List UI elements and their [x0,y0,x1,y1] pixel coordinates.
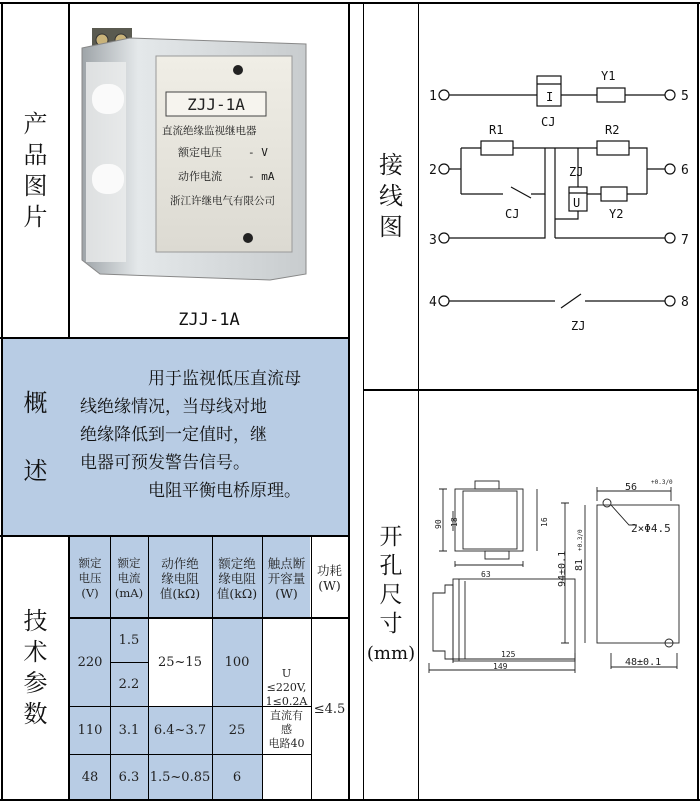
terminal-label-6: 6 [681,163,689,178]
terminal-1 [439,90,449,100]
specs-label-char: 参 [23,669,48,697]
spec-header-rated-resistance: 额定绝 缘电阻 值(kΩ) [216,555,258,601]
dim-63: 63 [481,570,491,579]
cutout-label-char: 尺 [379,581,403,608]
dim-18: 18 [450,517,459,527]
cj-coil-text: I [546,90,554,104]
table-border-right [697,2,699,801]
dim-149: 149 [493,662,508,671]
cj-contact-label: CJ [505,207,520,221]
cutout-label-char: 开 [379,523,403,550]
spec-header-trip-resistance: 动作绝 缘电阻 值(kΩ) [159,555,201,601]
terminal-8 [665,296,675,306]
spec-header-voltage: 额定 电压 (V) [78,555,102,600]
wiring-label-char: 接 [379,151,403,179]
spec-cell: 2.2 [118,677,140,692]
spec-cell-power: ≤4.5 [313,701,346,717]
dim-56-tol: +0.3/0 [651,479,673,486]
product-label-char: 品 [23,141,48,169]
bottom-screw [243,233,253,243]
dim-16: 16 [540,517,549,527]
rated-voltage-unit: - V [248,146,268,159]
spec-cell: 6.3 [118,769,140,785]
terminal-3 [439,233,449,243]
terminal-label-2: 2 [429,163,437,178]
coil-highlight [92,164,124,194]
spec-cell: 1.5~0.85 [149,769,211,785]
spec-cell: 6.4~3.7 [153,723,207,738]
cutout-label-char: 寸 [379,610,403,637]
spec-cell: 3.1 [118,723,140,738]
side-body [453,579,575,661]
wiring-diagram [419,4,697,389]
terminal-6 [665,164,675,174]
dim-94: 94±0.1 [557,550,568,587]
center-divider [348,2,350,801]
wire-3-7 [449,148,665,238]
specs-label-char: 数 [23,700,48,728]
cutout-label-char: 孔 [379,552,403,579]
dim-56: 56 [625,482,638,493]
product-photo [70,4,348,304]
terminal-label-3: 3 [429,233,437,248]
rated-voltage-label: 额定电压 [178,146,222,159]
terminal-7 [665,233,675,243]
dim-48: 48±0.1 [625,657,662,668]
overview-line-3: 绝缘降低到一定值时，继 [80,425,267,445]
cj-label: CJ [541,115,556,129]
r2-label: R2 [605,123,620,137]
front-outline [455,489,523,551]
r1-resistor [481,141,513,155]
cutout-label [364,391,418,799]
zj-contact-label: ZJ [571,319,586,333]
wiring-label [364,4,418,389]
model-badge-text: ZJJ-1A [187,95,245,114]
specs-label-char: 技 [23,607,48,635]
front-terminal [475,481,499,489]
cutout-label-char: (mm) [366,642,416,664]
spec-cell-contact: U ≤220V, 1≤0.2A 直流有 感 电路40 [265,667,308,750]
table-border-bottom [0,799,700,801]
spec-header-power: 功耗 (W) [316,563,342,593]
product-label-char: 图 [23,172,48,200]
r2-resistor [597,141,629,155]
product-label [3,4,68,338]
terminal-label-4: 4 [429,295,437,310]
product-label-char: 产 [23,110,48,138]
terminal-label-7: 7 [681,233,689,248]
mount-hole [603,499,611,507]
spec-cell: 25~15 [158,655,202,670]
dim-90: 90 [434,519,443,529]
front-panel [156,56,292,252]
spec-cell: 110 [77,723,103,738]
terminal-label-1: 1 [429,89,437,104]
overview-label [3,339,68,535]
overview-line-1: 用于监视低压直流母 [80,369,301,389]
spec-header-current: 额定 电流 (mA) [114,555,144,600]
dim-125: 125 [501,650,516,659]
terminal-label-8: 8 [681,295,689,310]
front-inner [463,491,517,549]
maker-text: 浙江许继电气有限公司 [170,195,275,207]
terminal-4 [439,296,449,306]
overview-label-char: 概 [23,388,48,417]
y1-label: Y1 [601,69,616,83]
wire-2 [449,148,461,194]
indicator-screw [233,65,243,75]
terminal-5 [665,90,675,100]
front-terminal [485,551,509,559]
wire-4-8 [449,294,665,308]
cutout-drawing [419,391,697,799]
dim-81: 81 [574,558,585,571]
terminal-2 [439,164,449,174]
spec-cell: 25 [228,723,246,738]
side-terminals [433,585,453,659]
coil-highlight [92,84,124,114]
zj-label: ZJ [569,165,584,179]
spec-cell: 1.5 [118,633,140,648]
side-body-edge [459,579,465,661]
y2-resistor [601,187,627,201]
specs-label-char: 术 [23,638,48,666]
overview-label-char: 述 [23,456,48,485]
spec-cell: 6 [232,769,242,785]
overview-line-2: 线绝缘情况，当母线对地 [80,397,267,417]
overview-line-4: 电器可预发警告信号。 [80,453,250,473]
product-label-char: 片 [23,203,48,231]
overview-line-5: 电阻平衡电桥原理。 [80,481,301,501]
product-name-text: 直流绝缘监视继电器 [162,125,257,137]
product-caption: ZJJ-1A [178,310,240,330]
dim-line [455,561,523,567]
wiring-label-char: 线 [379,182,403,210]
dim-holes: 2×Φ4.5 [631,522,671,535]
r1-label: R1 [489,123,504,137]
spec-cell: 100 [224,655,250,670]
trip-current-label: 动作电流 [178,170,222,183]
spec-cell: 220 [77,655,103,670]
zj-coil-text: U [573,196,581,210]
spec-cell: 48 [81,769,99,785]
y2-label: Y2 [609,207,624,221]
y1-resistor [597,88,625,102]
wiring-label-char: 图 [379,213,403,241]
spec-header-contact-capacity: 触点断 开容量 (W) [267,555,306,601]
trip-current-unit: - mA [248,170,275,183]
specs-label [3,537,68,799]
dim-81-tol: +0.3/0 [577,529,584,551]
terminal-label-5: 5 [681,89,689,104]
